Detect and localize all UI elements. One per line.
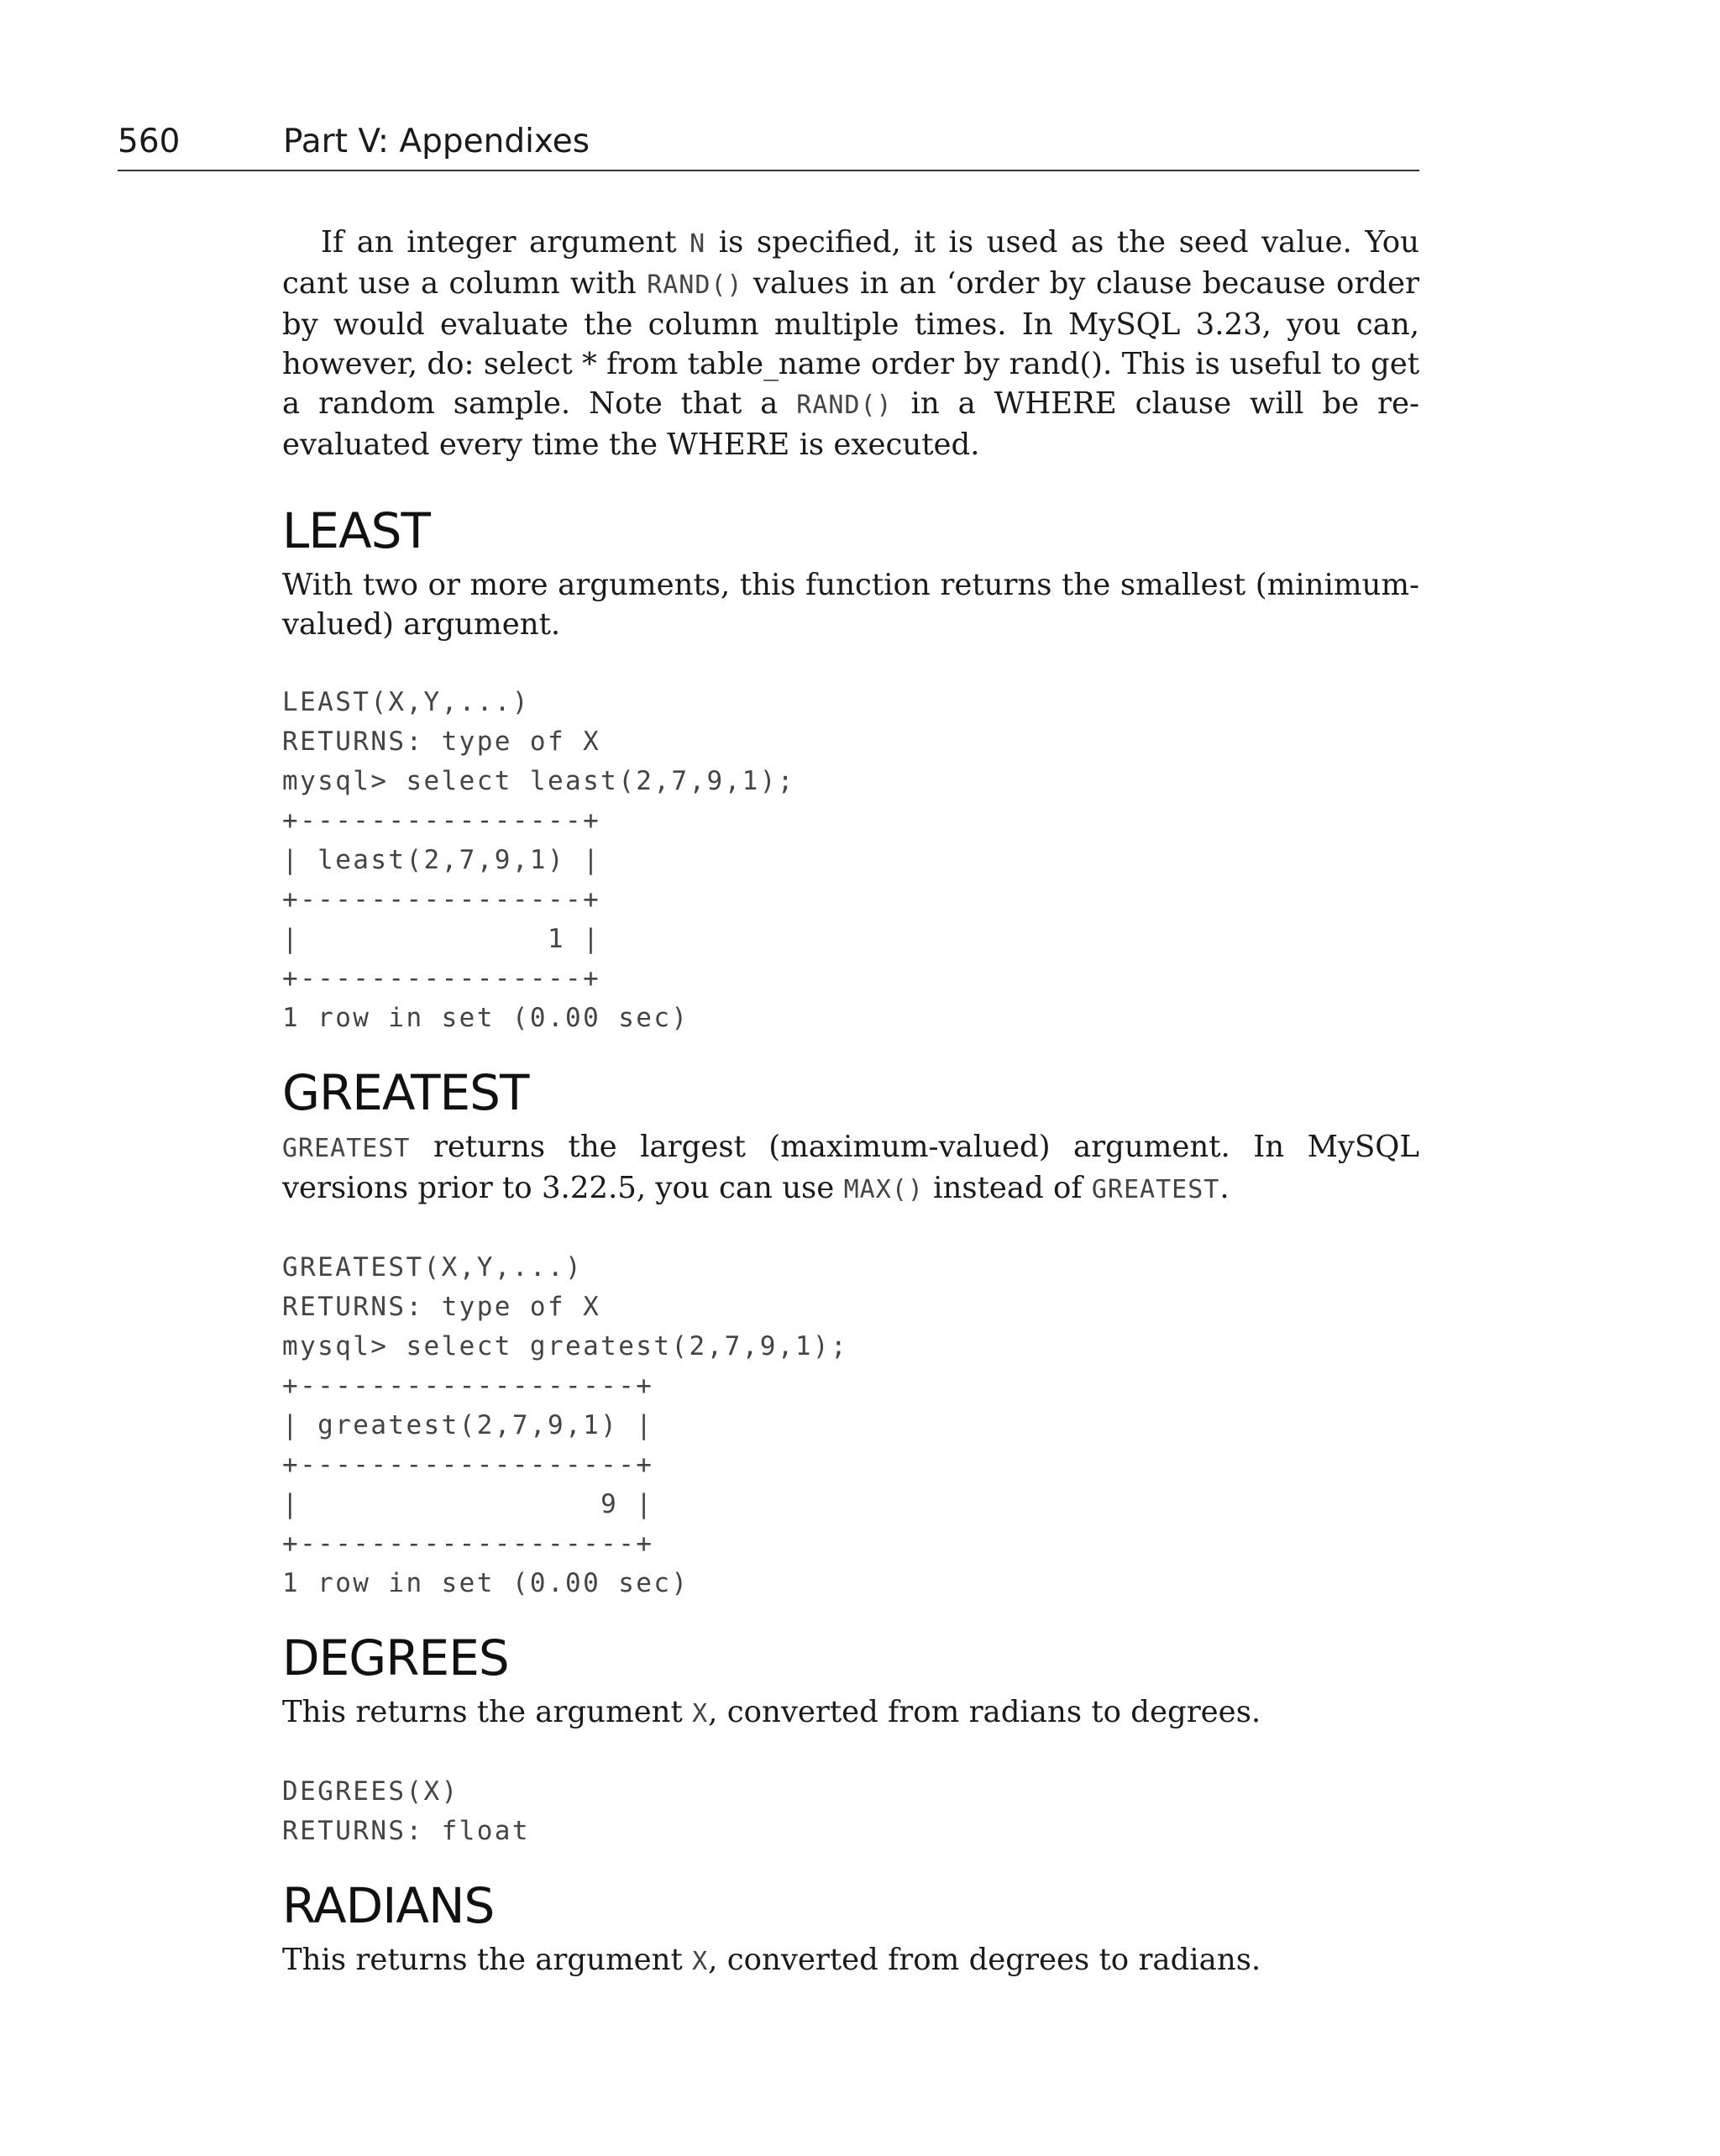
greatest-description [282, 1127, 1419, 1209]
running-header [118, 118, 1419, 171]
text-run: This returns the argument [282, 1695, 693, 1729]
text-run: , converted from radians to degrees. [708, 1695, 1261, 1729]
inline-code: MAX() [843, 1175, 924, 1204]
text-run: This returns the argument [282, 1943, 693, 1977]
inline-code: GREATEST [1091, 1175, 1220, 1204]
page-content [282, 223, 1419, 1981]
inline-code: X [692, 1699, 709, 1728]
least-description: With two or more arguments, this function returns the smallest (minimum-valued) argument. [282, 568, 1419, 642]
inline-code: X [692, 1947, 709, 1976]
text-run: . [1219, 1171, 1230, 1205]
inline-code: GREATEST [282, 1134, 411, 1163]
radians-description [282, 1940, 1419, 1981]
greatest-code-block: GREATEST(X,Y,...) RETURNS: type of X mysql> select greatest(2,7,9,1); +-------------------+ | greatest(2,7,9,1) | +-------------------+ | 9 | +-------------------+ 1 row in set (0.00 sec) [282, 1252, 849, 1598]
inline-code: RAND() [796, 391, 893, 420]
degrees-description [282, 1692, 1419, 1734]
inline-code: N [690, 229, 706, 259]
section-heading-greatest: GREATEST [282, 1064, 529, 1121]
least-code-block: LEAST(X,Y,...) RETURNS: type of X mysql> select least(2,7,9,1); +----------------+ | least(2,7,9,1) | +----------------+ | 1 | +----------------+ 1 row in set (0.00 sec) [282, 687, 795, 1033]
text-run: returns the largest (maximum-valued) argument. In MySQL versions prior to 3.22.5, you can use [282, 1130, 1419, 1205]
text-run: is specified, it is used as the seed value. You cant use a column with [282, 225, 1419, 301]
section-heading-radians: RADIANS [282, 1877, 495, 1934]
rand-paragraph [282, 223, 1419, 464]
degrees-code-block: DEGREES(X) RETURNS: float [282, 1776, 530, 1846]
page-number: 560 [118, 123, 181, 160]
text-run: If an integer argument [321, 225, 690, 260]
inline-code: RAND() [647, 270, 743, 300]
text-run: , converted from degrees to radians. [708, 1943, 1261, 1977]
text-run: in a WHERE clause will be re-evaluated every time the WHERE is executed. [282, 386, 1419, 462]
part-title: Part V: Appendixes [283, 123, 590, 160]
section-heading-least: LEAST [282, 502, 430, 559]
text-run: instead of [923, 1171, 1092, 1205]
section-heading-degrees: DEGREES [282, 1629, 509, 1687]
text-run: values in an ‘order by clause because order by would evaluate the column multiple times. In MySQL 3.23, you can, however, do: select * from table_name order by rand(). This is useful to get a random sample. Note that a [282, 266, 1419, 421]
